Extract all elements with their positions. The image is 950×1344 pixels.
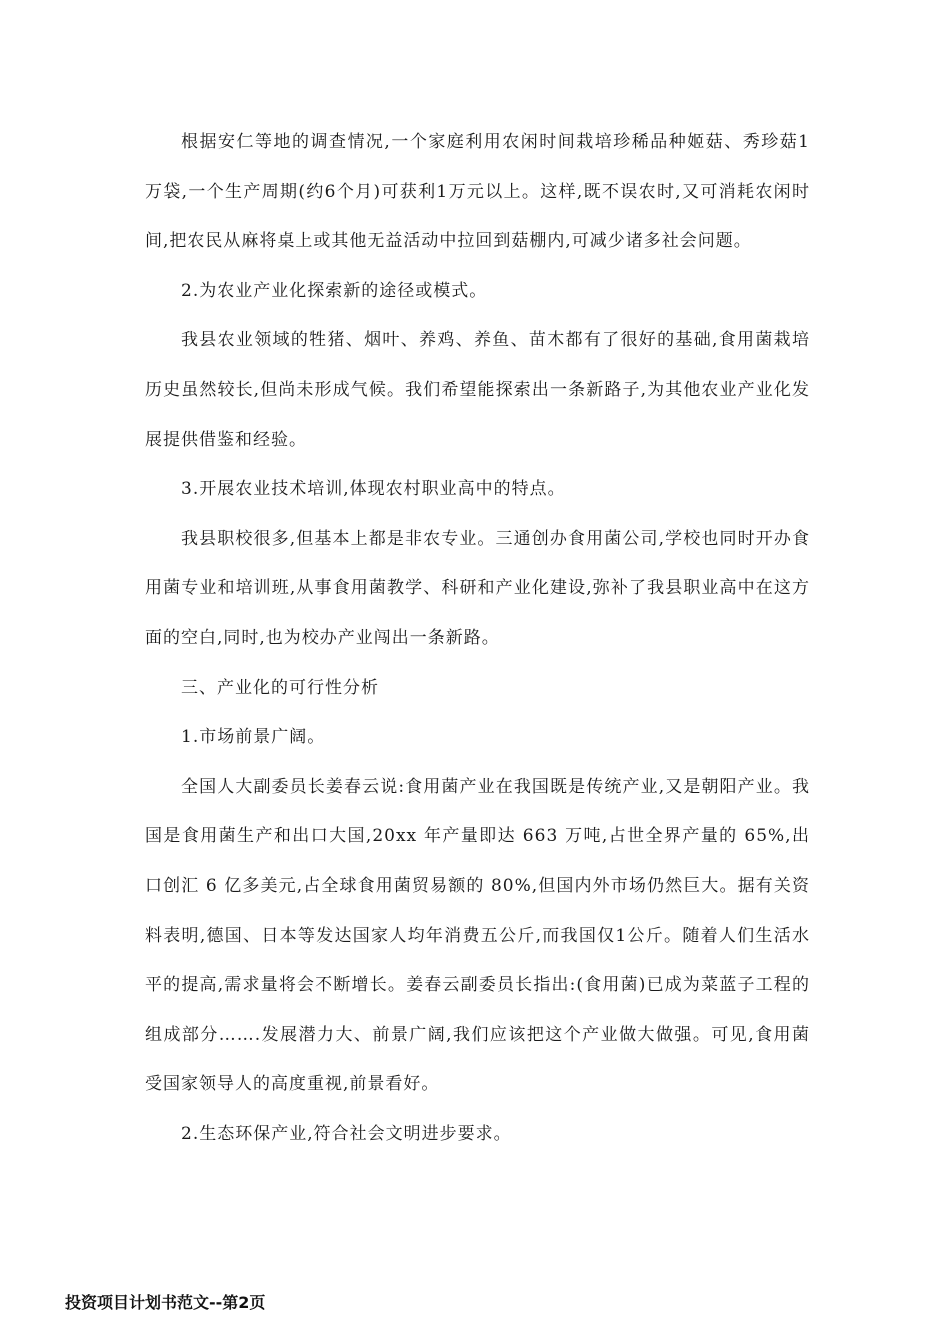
page-footer: 投资项目计划书范文--第2页	[65, 1293, 266, 1312]
paragraph-survey: 根据安仁等地的调查情况,一个家庭利用农闲时间栽培珍稀品种姬菇、秀珍菇1万袋,一个生产周期(约6个月)可获利1万元以上。这样,既不误农时,又可消耗农闲时间,把农民从麻将桌上或其他无益活动中拉回到菇棚内,可减少诸多社会问题。	[145, 132, 810, 252]
paragraph-market-prospects: 全国人大副委员长姜春云说:食用菌产业在我国既是传统产业,又是朝阳产业。我国是食用菌生产和出口大国,20xx 年产量即达 663 万吨,占世全界产量的 65%,出口创汇 6 亿多美元,占全球食用菌贸易额的 80%,但国内外市场仍然巨大。据有关资料表明,德国、日本等发达国家人均年消费五公斤,而我国仅1公斤。随着人们生活水平的提高,需求量将会不断增长。姜春云副委员长指出:(食用菌)已成为菜蓝子工程的组成部分…….发展潜力大、前景广阔,我们应该把这个产业做大做强。可见,食用菌受国家领导人的高度重视,前景看好。	[145, 776, 810, 1095]
paragraph-vocational-school: 我县职校很多,但基本上都是非农专业。三通创办食用菌公司,学校也同时开办食用菌专业和培训班,从事食用菌教学、科研和产业化建设,弥补了我县职业高中在这方面的空白,同时,也为校办产业闯出一条新路。	[145, 528, 810, 648]
subheading-eco-industry: 2.生态环保产业,符合社会文明进步要求。	[181, 1123, 512, 1144]
paragraph-agriculture-base: 我县农业领域的牲猪、烟叶、养鸡、养鱼、苗木都有了很好的基础,食用菌栽培历史虽然较长,但尚未形成气候。我们希望能探索出一条新路子,为其他农业产业化发展提供借鉴和经验。	[145, 330, 810, 450]
document-body	[145, 118, 810, 1159]
subheading-explore-model: 2.为农业产业化探索新的途径或模式。	[181, 280, 488, 301]
subheading-market: 1.市场前景广阔。	[181, 727, 326, 748]
subheading-training: 3.开展农业技术培训,体现农村职业高中的特点。	[181, 479, 566, 500]
section-heading-feasibility: 三、产业化的可行性分析	[181, 677, 379, 698]
